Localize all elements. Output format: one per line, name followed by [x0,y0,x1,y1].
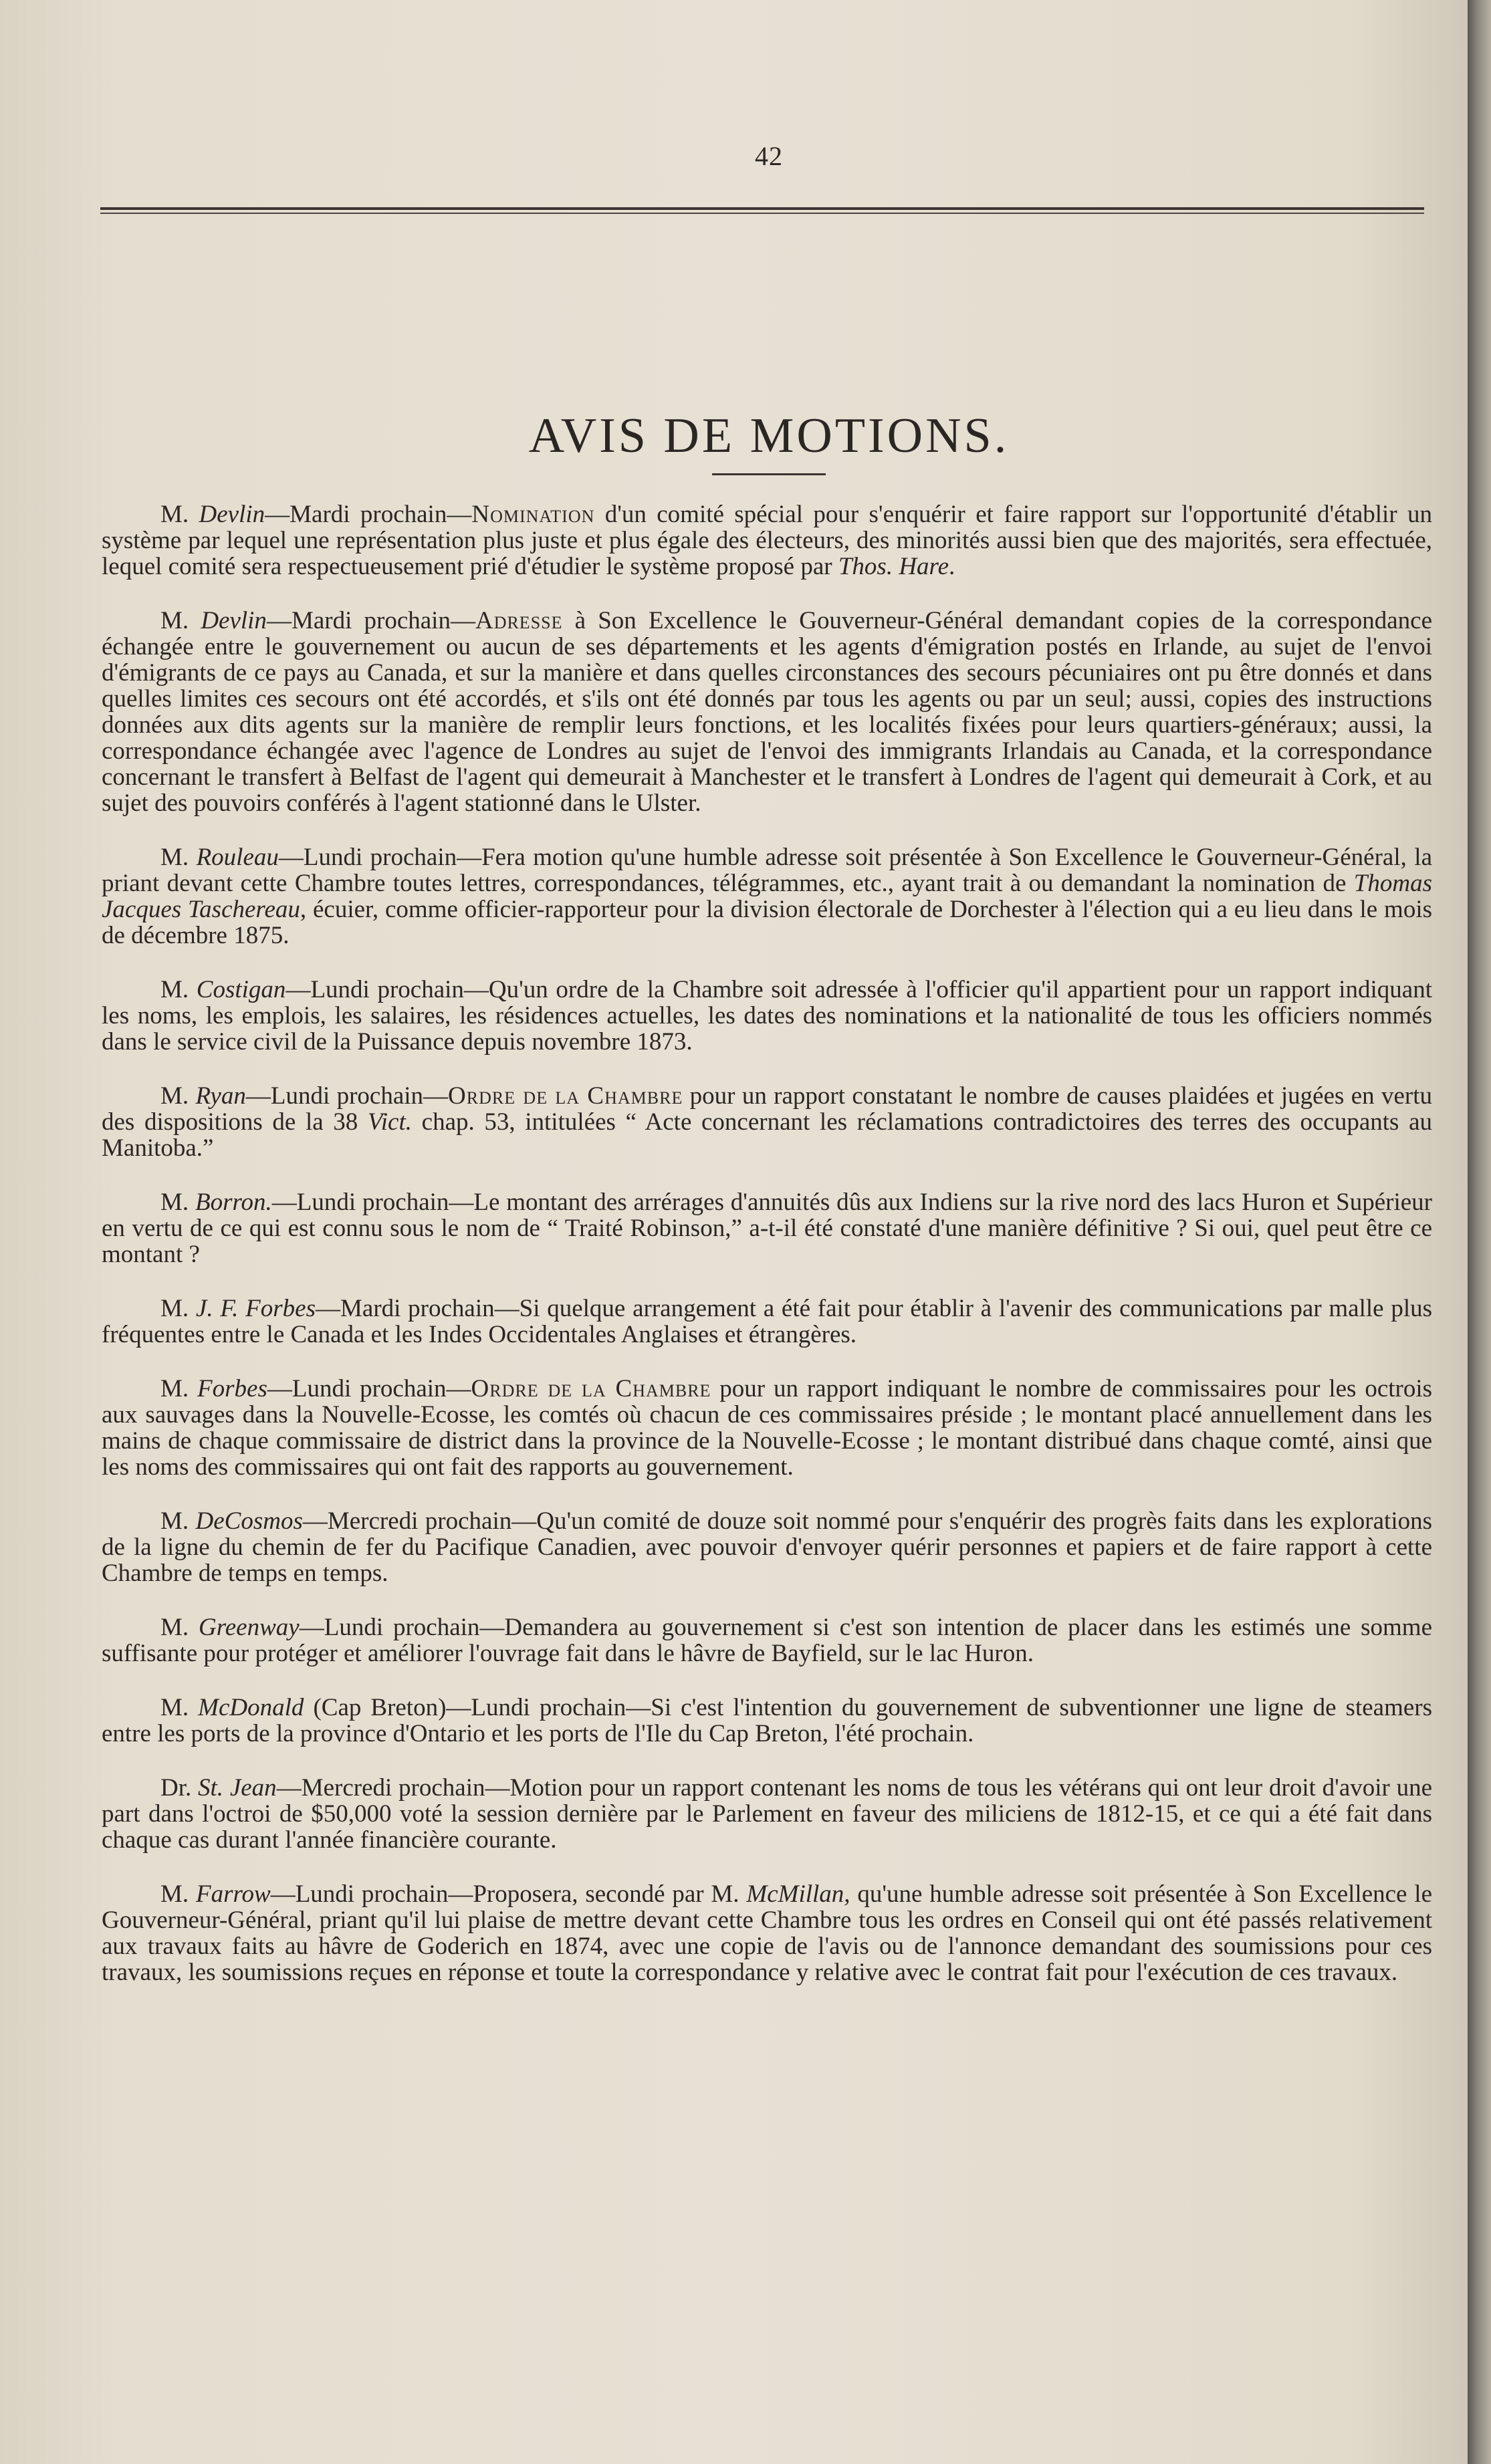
member-name: Farrow [195,1880,271,1908]
motion-prefix: M. [160,1507,196,1535]
motion-paragraph [102,1508,1432,1586]
header-rule [100,207,1424,218]
motion-paragraph [102,844,1432,949]
motion-body: (Cap Breton)—Lundi prochain—Si c'est l'intention du gouvernement de subventionner une ligne de steamers entre les ports de la province d'Ontario et les ports de l'Ile du Cap Breton, l'été prochain. [102,1694,1432,1747]
motion-body: —Mardi prochain—Si quelque arrangement a été fait pour établir à l'avenir des communications par malle plus fréquentes entre le Canada et les Indes Occidentales Anglaises et étrangères. [102,1295,1433,1348]
motion-paragraph [102,1083,1432,1161]
member-name: Rouleau [196,844,279,871]
motion-body: —Mercredi prochain—Motion pour un rapport contenant les noms de tous les vétérans qui ont leur droit d'avoir une part dans l'octroi de $50,000 voté la session dernière par le Parlement en faveur des miliciens de 1812-15, et ce qui a été fait dans chaque cas durant l'année financière courante. [102,1774,1433,1854]
motion-prefix: M. [160,607,201,634]
page-edge [1468,0,1491,2464]
motion-text: pour un rapport constatant le nombre de causes plaidées et jugées en vertu des dispositions de la 38 [102,1082,1433,1136]
motion-prefix: M. [160,844,197,871]
motion-prefix: M. [160,1694,199,1721]
motion-paragraph [102,1376,1432,1480]
motion-paragraph [102,1881,1432,1985]
member-name: J. F. Forbes [195,1295,316,1322]
motion-prefix: M. [160,1189,195,1216]
motion-end: qu'une humble adresse soit présentée à Son Excellence le Gouverneur-Général, priant qu'il lui plaise de mettre devant cette Chambre tous les ordres en Conseil qui ont été passés relativement aux travaux faits au hâvre de Goderich en 1874, avec une copie de l'avis ou de l'annonce demandant des soumissions pour ces travaux, les soumissions reçues en réponse et toute la correspondance y relative avec le contrat fait pour l'exécution de ces travaux. [102,1880,1432,1986]
page-title: AVIS DE MOTIONS. [528,408,1010,463]
member-name: Devlin [199,501,265,528]
member-name: DeCosmos [195,1507,303,1535]
motion-reference: Vict. [367,1108,413,1136]
motion-end: , écuier, comme officier-rapporteur pour la division électorale de Dorchester à l'élection qui a eu lieu dans le mois de décembre 1875. [102,896,1432,949]
motion-paragraph [102,1775,1432,1853]
motion-keyword: Ordre de la Chambre [448,1082,683,1110]
motion-reference: Thos. Hare [838,553,949,580]
member-name: Costigan [196,976,286,1003]
motion-body: —Lundi prochain—Proposera, secondé par M. [270,1880,747,1908]
member-name: McDonald [198,1694,304,1721]
motion-prefix: M. [160,1295,196,1322]
motion-prefix: M. [160,1614,199,1641]
motion-body: —Lundi prochain—Le montant des arrérages d'annuités dûs aux Indiens sur la rive nord des lacs Huron et Supérieur en vertu de ce qui est connu sous le nom de “ Traité Robinson,” a-t-il été constaté d'une manière définitive ? Si oui, quel peut être ce montant ? [102,1189,1432,1268]
motion-end: chap. 53, intitulées “ Acte concernant les réclamations contradictoires des terres des occupants au Manitoba.” [102,1108,1432,1162]
motion-prefix: M. [160,1082,196,1110]
motion-keyword: Ordre de la Chambre [471,1375,711,1402]
motion-prefix: Dr. [160,1774,199,1802]
motion-body: —Lundi prochain—Qu'un ordre de la Chambre soit adressée à l'officier qu'il appartient pour un rapport indiquant les noms, les emplois, les salaires, les résidences actuelles, les dates des nominations et la nationalité de tous les officiers nommés dans le service civil de la Puissance depuis novembre 1873. [102,976,1432,1056]
rule-thin [100,213,1424,214]
motion-paragraph [102,1614,1432,1667]
motion-paragraph [102,1695,1432,1747]
motion-paragraph [102,1296,1432,1348]
motion-paragraph [102,608,1432,816]
motions-list [102,501,1432,2013]
motion-text: pour un rapport indiquant le nombre de commissaires pour les octrois aux sauvages dans la Nouvelle-Ecosse, les comtés où chacun de ces commissaires préside ; le montant placé annuellement dans les mains de chaque commissaire de district dans la province de la Nouvelle-Ecosse ; le montant distribué dans chaque comté, ainsi que les noms des commissaires qui ont fait des rapports au gouvernement. [102,1375,1433,1481]
motion-text: d'un comité spécial pour s'enquérir et faire rapport sur l'opportunité d'établir un système par lequel une représentation plus juste et plus égale des électeurs, des minorités aussi bien que des majorités, sera effectuée, lequel comité sera respectueusement prié d'étudier le système proposé par [102,501,1432,580]
motion-body: —Lundi prochain—Fera motion qu'une humble adresse soit présentée à Son Excellence le Gouverneur-Général, la priant devant cette Chambre toutes lettres, correspondances, télégrammes, etc., ayant trait à ou demandant la nomination de [102,844,1432,897]
motion-body: —Lundi prochain— [245,1082,449,1110]
member-name: Devlin [201,607,267,634]
member-name: Borron. [195,1189,272,1216]
motion-text: à Son Excellence le Gouverneur-Général demandant copies de la correspondance échangée entre le gouvernement ou aucun de ses départements et les agents d'émigration postés en Irlande, au sujet de l'envoi d'émigrants de ce pays au Canada, et sur la manière et dans quelles circonstances des secours pécuniaires ont pu être donnés et dans quelles limites ces secours ont été accordés, et s'ils ont été donnés par tous les agents ou par un seul; aussi, copies des instructions données aux dits agents sur la manière de remplir leurs fonctions, et les localités fixées pour leurs quartiers-généraux; aussi, la correspondance échangée avec l'agence de Londres au sujet de l'envoi des immigrants Irlandais au Canada, et la correspondance concernant le transfert à Belfast de l'agent qui demeurait à Manchester et le transfert à Londres de l'agent qui demeurait à Cork, et au sujet des pouvoirs conférés à l'agent stationné dans le Ulster. [102,607,1433,817]
motion-body: —Mardi prochain— [265,501,472,528]
motion-paragraph [102,977,1432,1055]
motion-keyword: Adresse [475,607,563,634]
motion-body: —Lundi prochain—Demandera au gouvernement si c'est son intention de placer dans les estimés une somme suffisante pour protéger et améliorer l'ouvrage fait dans le hâvre de Bayfield, sur le lac Huron. [102,1614,1432,1667]
title-divider [712,473,826,475]
motion-prefix: M. [160,501,199,528]
motion-keyword: Nomination [471,501,595,528]
motion-prefix: M. [160,1880,196,1908]
motion-reference: Thomas Jacques Taschereau [102,870,1432,923]
member-name: St. Jean [198,1774,277,1802]
member-name: Forbes [197,1375,267,1402]
motion-body: —Mercredi prochain—Qu'un comité de douze soit nommé pour s'enquérir des progrès faits dans les explorations de la ligne du chemin de fer du Pacifique Canadien, avec pouvoir d'envoyer quérir personnes et papiers et de faire rapport à cette Chambre de temps en temps. [102,1507,1432,1587]
motion-prefix: M. [160,976,197,1003]
rule-thick [100,207,1424,210]
motion-reference: McMillan, [746,1880,850,1908]
motion-prefix: M. [160,1375,198,1402]
motion-body: —Lundi prochain— [267,1375,471,1402]
motion-end: . [949,553,955,580]
page-number: 42 [755,141,783,171]
motion-paragraph [102,501,1432,580]
motion-paragraph [102,1189,1432,1267]
member-name: Ryan [195,1082,246,1110]
member-name: Greenway [199,1614,300,1641]
motion-body: —Mardi prochain— [266,607,475,634]
